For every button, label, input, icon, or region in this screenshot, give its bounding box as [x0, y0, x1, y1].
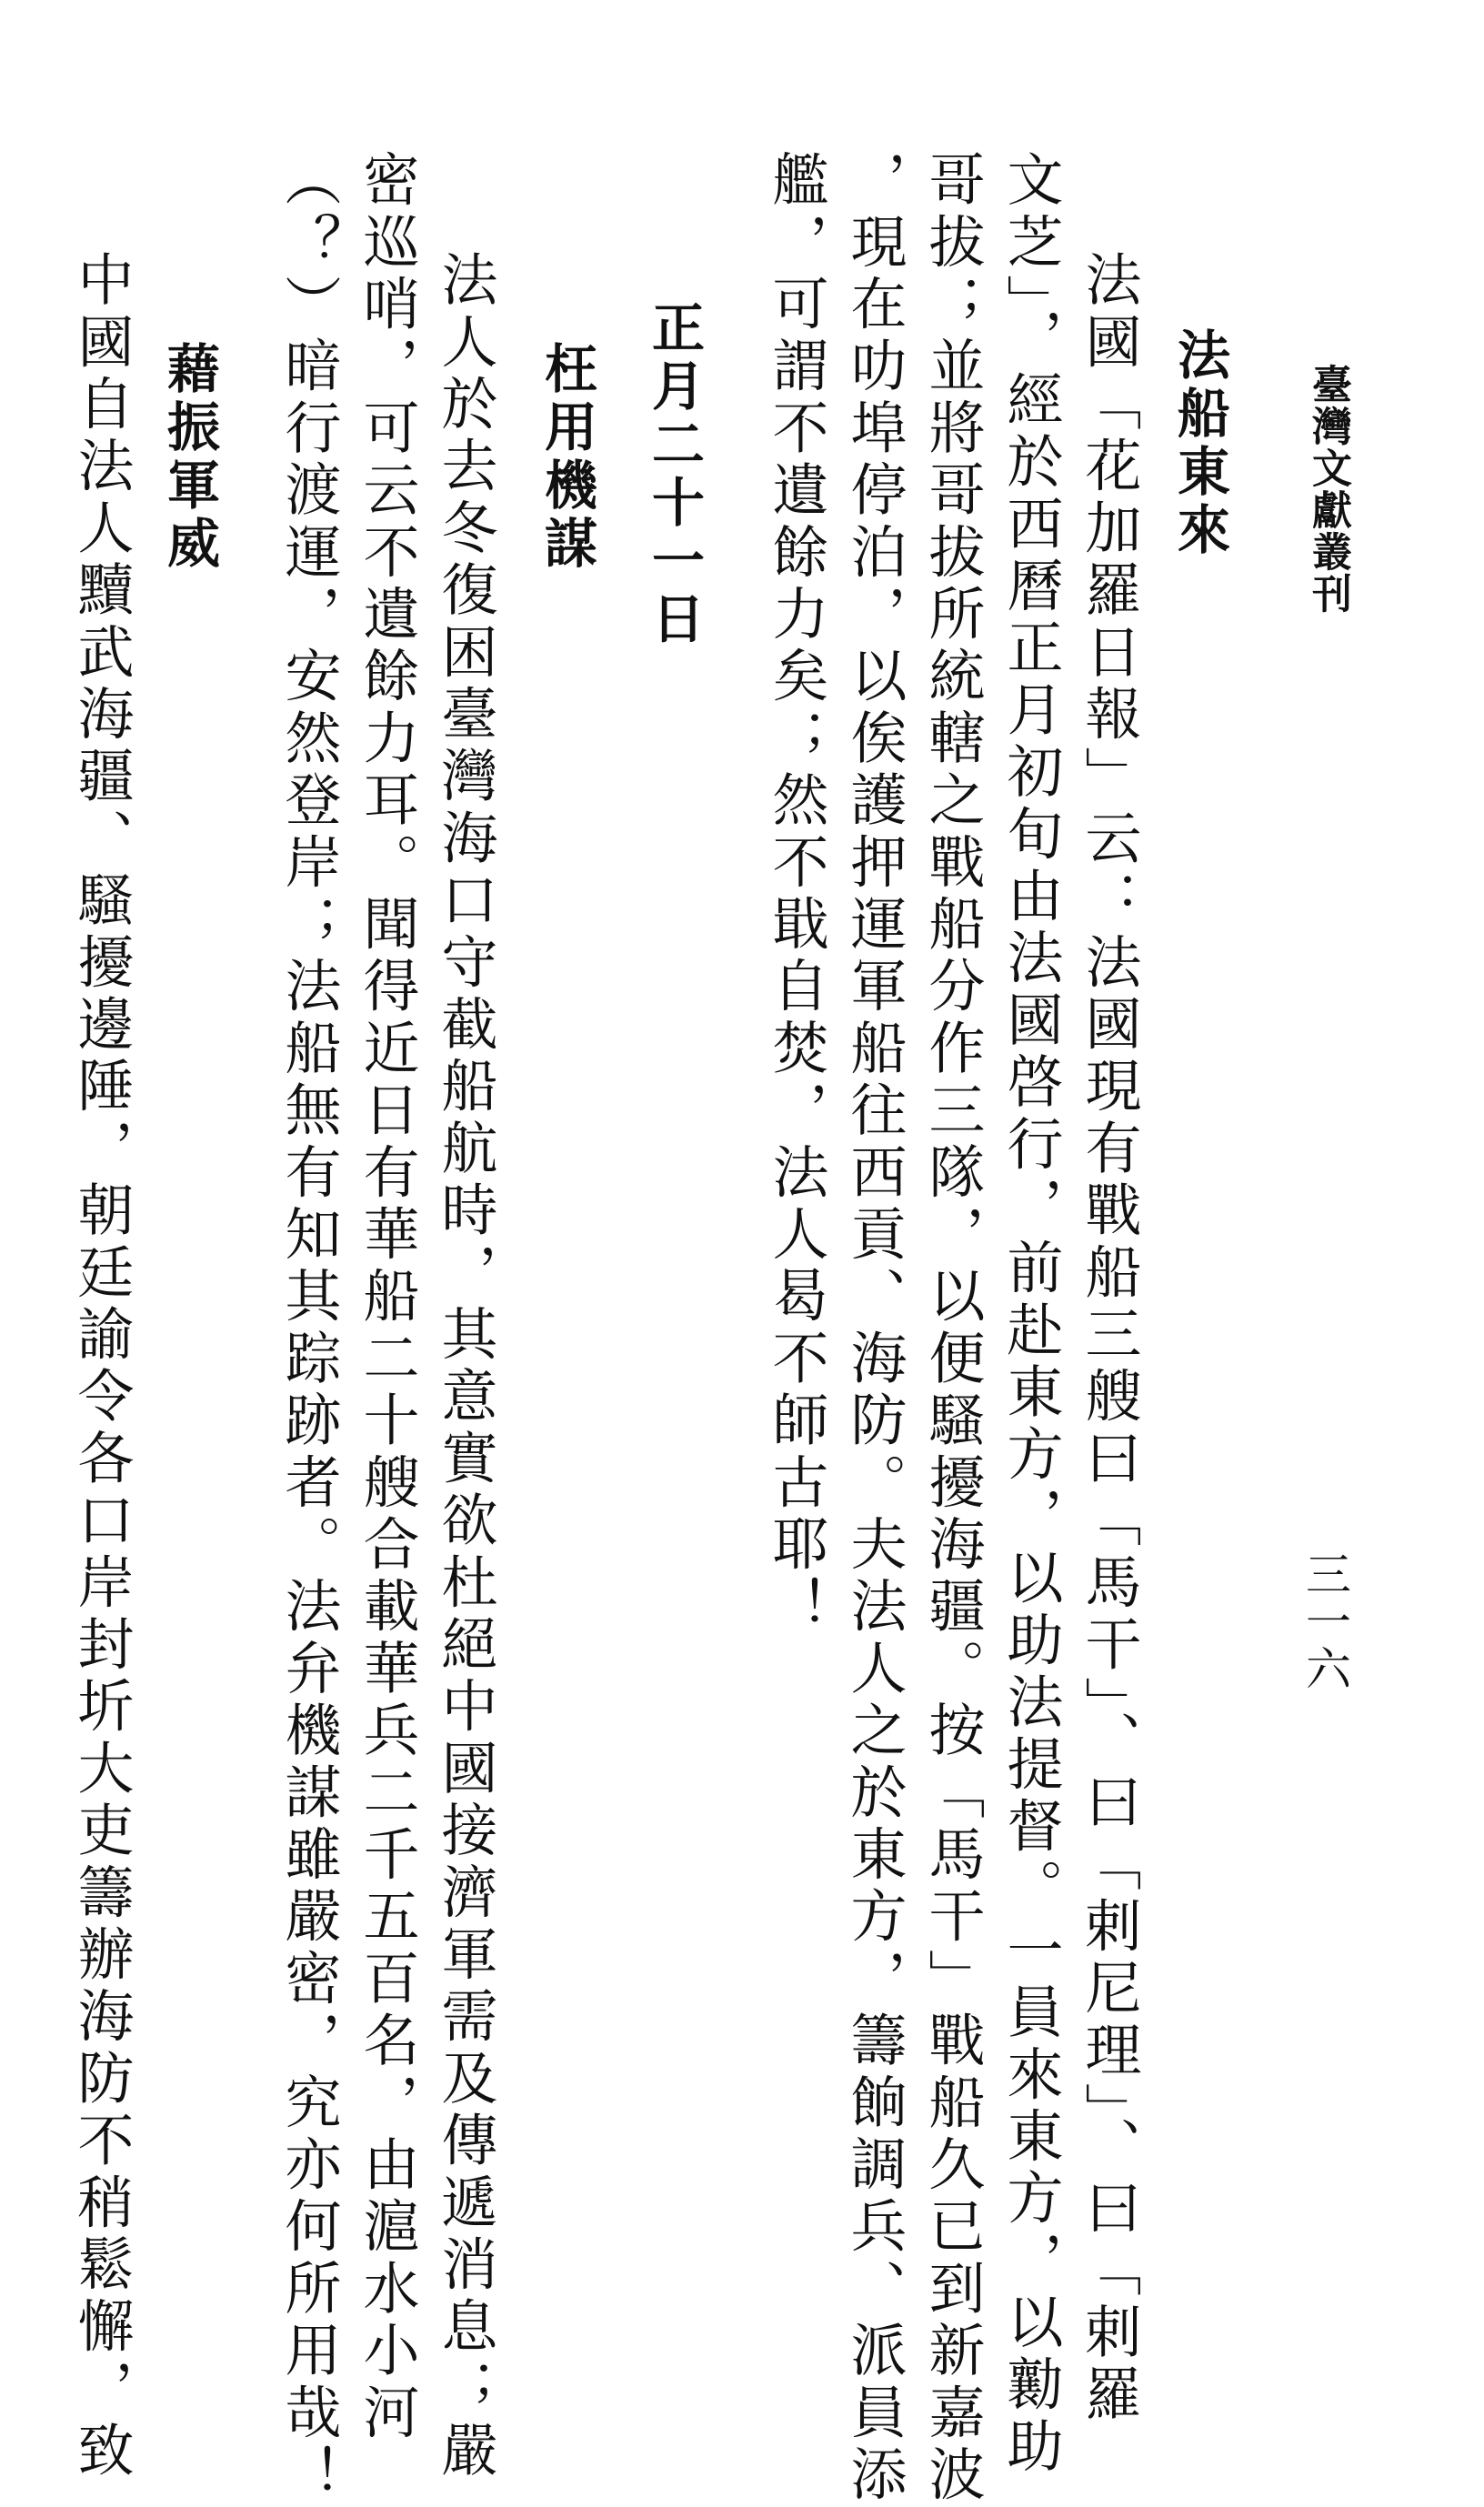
body-line: 中國自法人黷武海疆、騷擾邊陲，朝廷諭令各口岸封圻大吏籌辦海防不稍鬆懈，致	[68, 250, 135, 2483]
body-line: 艦，可謂不遺餘力矣；然不戢自焚，法人曷不師古耶！	[763, 150, 829, 1639]
section-title: 法船東來	[1168, 327, 1230, 560]
body-line: 密巡哨，可云不遺餘力耳。聞得近日有華船二十艘合載華兵二千五百名，由滬水小河	[354, 150, 420, 2445]
date-heading: 正月二十一日	[643, 300, 705, 649]
body-line: 法人於去冬復困臺灣海口守截船航時，其意實欲杜絕中國接濟軍需及傳遞消息；嚴	[432, 250, 498, 2483]
body-line: 哥拔；並將哥拔所統轄之戰船分作三隊，以便騷擾海疆。按「馬干」戰船久已到新嘉波	[919, 150, 986, 2507]
body-line: 法國「花加羅日報」云：法國現有戰船三艘曰「馬干」、曰「剌尼理」、曰「剌羅	[1076, 250, 1142, 2427]
body-line: ，現在叻埠停泊，以俟護押運軍船往西貢、海防。夫法人之於東方，籌餉調兵、派員添	[841, 150, 907, 2507]
section-title: 藉振軍威	[158, 341, 220, 574]
series-title: 臺灣文獻叢刊	[1305, 364, 1351, 615]
page-number: 三一六	[1298, 1550, 1351, 1692]
body-line: （？）暗行渡運，安然登岸；法船無有知其踪跡者。法弁機謀雖嚴密，究亦何所用哉！	[276, 150, 342, 2507]
body-line: 文芝」，經於西曆正月初旬由法國啓行，前赴東方，以助法提督。一員來東方，以勷助	[998, 150, 1064, 2479]
section-title: 枉用機謀	[536, 341, 597, 574]
